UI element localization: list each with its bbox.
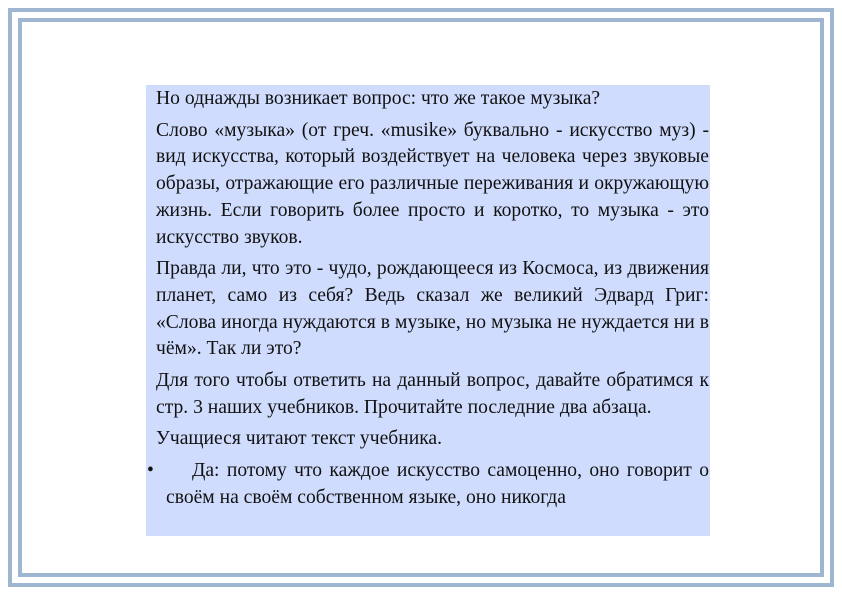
paragraph-grieg-quote: Правда ли, что это - чудо, рождающееся из Космоса, из движения планет, само из себя? Ведь сказал же великий Эдвард Григ: «Слова иногда нуждаются в музыке, но музыка не нуждается ни в чём». Так ли это? [156,258,709,360]
text-block [146,85,710,536]
paragraph-question: Но однажды возникает вопрос: что же такое музыка? [156,88,601,109]
paragraph-textbook-task: Для того чтобы ответить на данный вопрос, давайте обратимся к стр. 3 наших учебников. Прочитайте последние два абзаца. [156,370,709,418]
paragraph-definition: Слово «музыка» (от греч. «musike» буквально - искусство муз) - вид искусства, который воздействует на человека через звуковые образы, отражающие его различные переживания и окружающую жизнь. Если говорить более просто и коротко, то музыка - это искусство звуков. [156,119,709,248]
paragraph-students-read: Учащиеся читают текст учебника. [156,428,443,450]
bullet-answer-text: Да: потому что каждое искусство самоценно, оно говорит о своём на своём собственном языке, оно никогда [166,460,709,508]
bullet-item-answer [146,458,710,511]
bullet-marker: • [147,460,154,482]
